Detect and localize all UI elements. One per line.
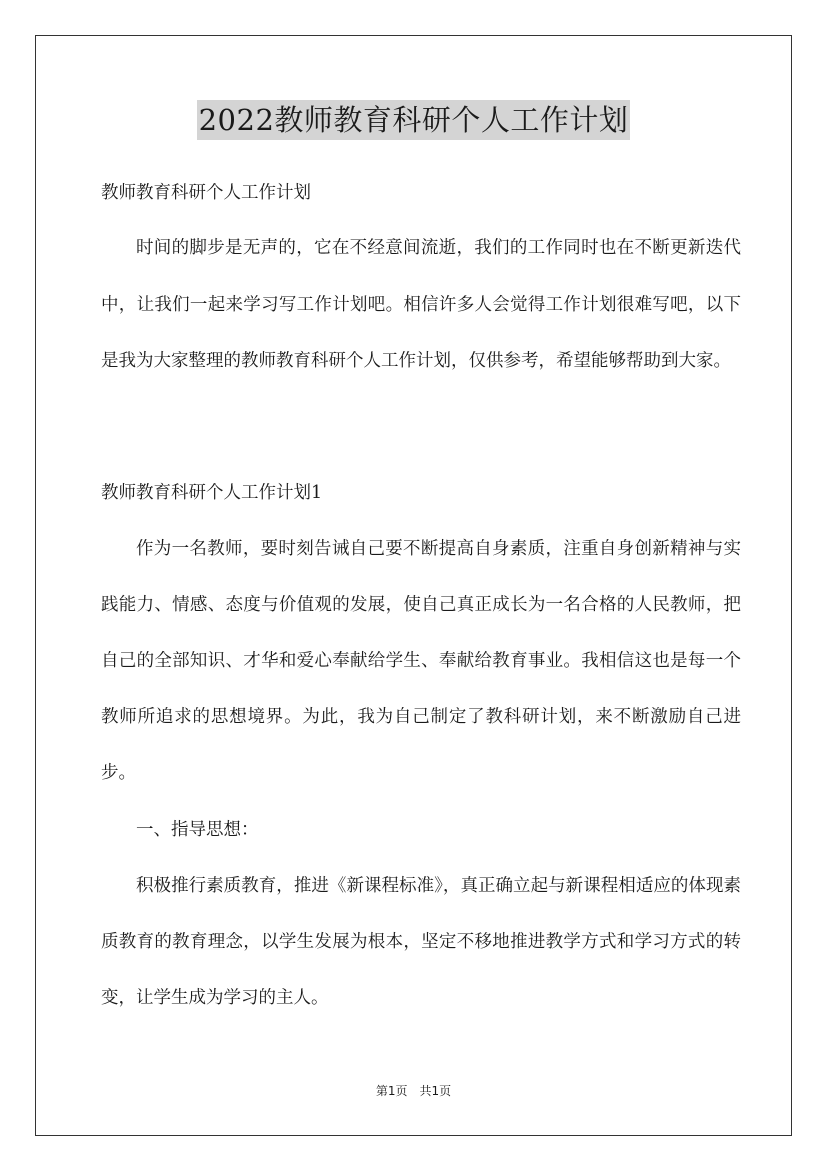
page-footer xyxy=(0,1083,827,1099)
guiding-heading: 一、指导思想： xyxy=(136,819,259,840)
intro-paragraph: 时间的脚步是无声的，它在不经意间流逝，我们的工作同时也在不断更新迭代中，让我们一起来学习写工作计划吧。相信许多人会觉得工作计划很难写吧，以下是我为大家整理的教师教育科研个人工作计划，仅供参考，希望能够帮助到大家。 xyxy=(101,238,741,371)
section-heading: 教师教育科研个人工作计划1 xyxy=(101,482,323,503)
guiding-paragraph: 积极推行素质教育，推进《新课程标准》，真正确立起与新课程相适应的体现素质教育的教育理念，以学生发展为根本，坚定不移地推进教学方式和学习方式的转变，让学生成为学习的主人。 xyxy=(101,875,741,1009)
section-paragraph: 作为一名教师，要时刻告诫自己要不断提高自身素质，注重自身创新精神与实践能力、情感、态度与价值观的发展，使自己真正成长为一名合格的人民教师，把自己的全部知识、才华和爱心奉献给学生、奉献给教育事业。我相信这也是每一个教师所追求的思想境界。为此，我为自己制定了教科研计划，来不断激励自己进步。 xyxy=(101,538,741,784)
spacer xyxy=(101,390,741,468)
intro-heading: 教师教育科研个人工作计划 xyxy=(101,183,311,203)
document-title: 2022教师教育科研个人工作计划 xyxy=(197,100,631,140)
document-body xyxy=(101,168,741,1026)
title-container xyxy=(0,100,827,140)
page-number-label: 第1页 共1页 xyxy=(375,1084,452,1098)
